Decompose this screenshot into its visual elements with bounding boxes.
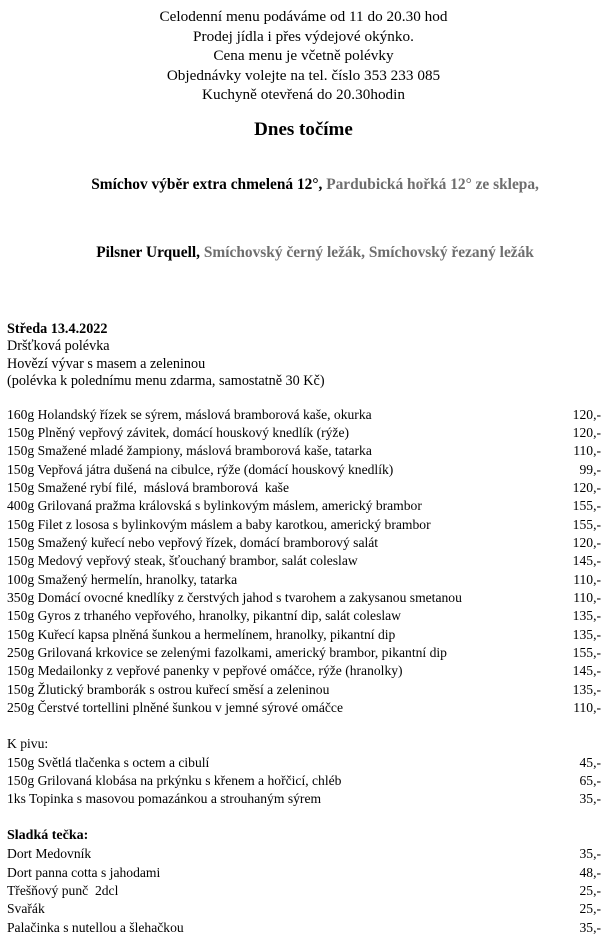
- table-row: [7, 626, 601, 644]
- dish-name: 250g Čerstvé tortellini plněné šunkou v jemné sýrové omáčce: [7, 700, 343, 716]
- dish-name: 150g Vepřová játra dušená na cibulce, rýže (domácí houskový knedlík): [7, 461, 394, 477]
- table-row: [7, 900, 601, 918]
- table-row: [7, 845, 601, 863]
- table-row: [7, 882, 601, 900]
- dish-name: Svařák: [7, 901, 45, 917]
- beer-name: Pardubická hořká 12° ze sklepa,: [322, 176, 539, 194]
- beer-line: [0, 152, 607, 220]
- dish-name: 150g Smažené rybí filé, máslová bramborová kaše: [7, 479, 289, 495]
- beer-snacks-section: [7, 735, 601, 808]
- dish-price: 135,-: [572, 626, 601, 642]
- dish-price: 120,-: [572, 406, 601, 422]
- table-row: [7, 644, 601, 662]
- dish-price: 145,-: [572, 663, 601, 679]
- table-row: [7, 497, 601, 515]
- dish-price: 110,-: [573, 590, 601, 606]
- table-row: [7, 442, 601, 460]
- header-line: Prodej jídla i přes výdejové okýnko.: [193, 27, 414, 45]
- dish-name: 150g Medový vepřový steak, šťouchaný brambor, salát coleslaw: [7, 553, 358, 569]
- opening-info-header: [0, 0, 607, 105]
- dish-name: 100g Smažený hermelín, hranolky, tatarka: [7, 571, 238, 587]
- dish-name: 150g Světlá tlačenka s octem a cibulí: [7, 754, 210, 770]
- dish-name: 150g Medailonky z vepřové panenky v pepřové omáčce, rýže (hranolky): [7, 663, 403, 679]
- header-line: Celodenní menu podáváme od 11 do 20.30 hod: [159, 8, 448, 25]
- soup-item: Dršťková polévka: [7, 338, 110, 355]
- dish-price: 120,-: [572, 424, 601, 440]
- dish-price: 35,-: [579, 791, 601, 807]
- beer-list: [0, 152, 607, 287]
- dish-price: 65,-: [579, 773, 601, 789]
- beer-name: Smíchovský černý ležák, Smíchovský řezaný ležák: [199, 243, 534, 261]
- dish-name: Dort panna cotta s jahodami: [7, 864, 161, 880]
- table-row: [7, 607, 601, 625]
- table-row: [7, 461, 601, 479]
- beer-name: Smíchov výběr extra chmelená 12°,: [91, 176, 323, 194]
- table-row: [7, 516, 601, 534]
- dish-price: 45,-: [579, 754, 601, 770]
- beer-name: Pilsner Urquell,: [96, 243, 200, 261]
- dish-name: 1ks Topinka s masovou pomazánkou a strouhaným sýrem: [7, 791, 322, 807]
- dish-price: 48,-: [579, 864, 601, 880]
- table-row: [7, 681, 601, 699]
- dish-name: 150g Smažené mladé žampiony, máslová bramborová kaše, tatarka: [7, 443, 372, 459]
- dish-price: 120,-: [572, 535, 601, 550]
- dish-price: 99,-: [579, 461, 601, 477]
- dish-name: 150g Plněný vepřový závitek, domácí houskový knedlík (rýže): [7, 424, 350, 440]
- dish-name: 150g Kuřecí kapsa plněná šunkou a hermelínem, hranolky, pikantní dip: [7, 626, 396, 642]
- dish-price: 25,-: [579, 901, 601, 917]
- header-line: Kuchyně otevřená do 20.30hodin: [201, 86, 406, 104]
- dish-name: 350g Domácí ovocné knedlíky z čerstvých jahod s tvarohem a zakysanou smetanou: [7, 590, 462, 606]
- header-line: Cena menu je včetně polévky: [213, 47, 394, 65]
- dish-name: 150g Gyros z trhaného vepřového, hranolky, pikantní dip, salát coleslaw: [7, 608, 401, 624]
- table-row: [7, 552, 601, 570]
- dessert-section: [7, 827, 601, 937]
- table-row: [7, 772, 601, 790]
- table-row: [7, 790, 601, 808]
- menu-date: Středa 13.4.2022: [7, 320, 108, 337]
- dish-name: Palačinka s nutellou a šlehačkou: [7, 919, 184, 935]
- table-row: [7, 406, 601, 424]
- menu-body: [0, 321, 607, 937]
- main-dish-list: [7, 406, 601, 718]
- dish-price: 110,-: [573, 700, 601, 716]
- table-row: [7, 479, 601, 497]
- dish-name: 150g Smažený kuřecí nebo vepřový řízek, domácí bramborový salát: [7, 535, 379, 550]
- table-row: [7, 662, 601, 680]
- dish-price: 110,-: [573, 443, 601, 459]
- dish-name: Třešňový punč 2dcl: [7, 882, 119, 898]
- dish-name: 150g Grilovaná klobása na prkýnku s křenem a hořčicí, chléb: [7, 773, 342, 789]
- soup-item: Hovězí vývar s masem a zeleninou: [7, 355, 206, 372]
- header-line: Objednávky volejte na tel. číslo 353 233 085: [166, 66, 441, 84]
- dish-price: 25,-: [579, 882, 601, 898]
- spacer: [7, 809, 601, 827]
- spacer: [7, 717, 601, 735]
- dish-price: 145,-: [572, 553, 601, 569]
- dish-name: 400g Grilovaná pražma královská s bylinkovým máslem, americký brambor: [7, 498, 422, 514]
- dish-price: 135,-: [572, 608, 601, 624]
- soup-note: (polévka k polednímu menu zdarma, samostatně 30 Kč): [7, 373, 325, 390]
- dish-name: 160g Holandský řízek se sýrem, máslová bramborová kaše, okurka: [7, 406, 372, 422]
- beer-snacks-label: K pivu:: [7, 736, 49, 752]
- dish-name: 250g Grilovaná krkovice se zelenými fazolkami, americký brambor, pikantní dip: [7, 645, 447, 661]
- dish-name: Dort Medovník: [7, 846, 92, 862]
- dish-price: 155,-: [572, 645, 601, 661]
- table-row: [7, 699, 601, 717]
- dish-price: 35,-: [579, 919, 601, 935]
- dish-price: 110,-: [573, 571, 601, 587]
- table-row: [7, 754, 601, 772]
- table-row: [7, 864, 601, 882]
- dessert-label: Sladká tečka:: [7, 827, 89, 843]
- table-row: [7, 534, 601, 552]
- dish-price: 120,-: [572, 479, 601, 495]
- dish-price: 155,-: [572, 498, 601, 514]
- dish-price: 135,-: [572, 681, 601, 697]
- table-row: [7, 424, 601, 442]
- tap-section-heading: Dnes točíme: [254, 118, 353, 140]
- dish-price: 155,-: [572, 516, 601, 532]
- table-row: [7, 589, 601, 607]
- dish-name: 150g Žlutický bramborák s ostrou kuřecí směsí a zeleninou: [7, 681, 330, 697]
- table-row: [7, 919, 601, 937]
- dish-name: 150g Filet z lososa s bylinkovým máslem a baby karotkou, americký brambor: [7, 516, 431, 532]
- beer-line: [0, 219, 607, 287]
- table-row: [7, 571, 601, 589]
- dish-price: 35,-: [579, 846, 601, 862]
